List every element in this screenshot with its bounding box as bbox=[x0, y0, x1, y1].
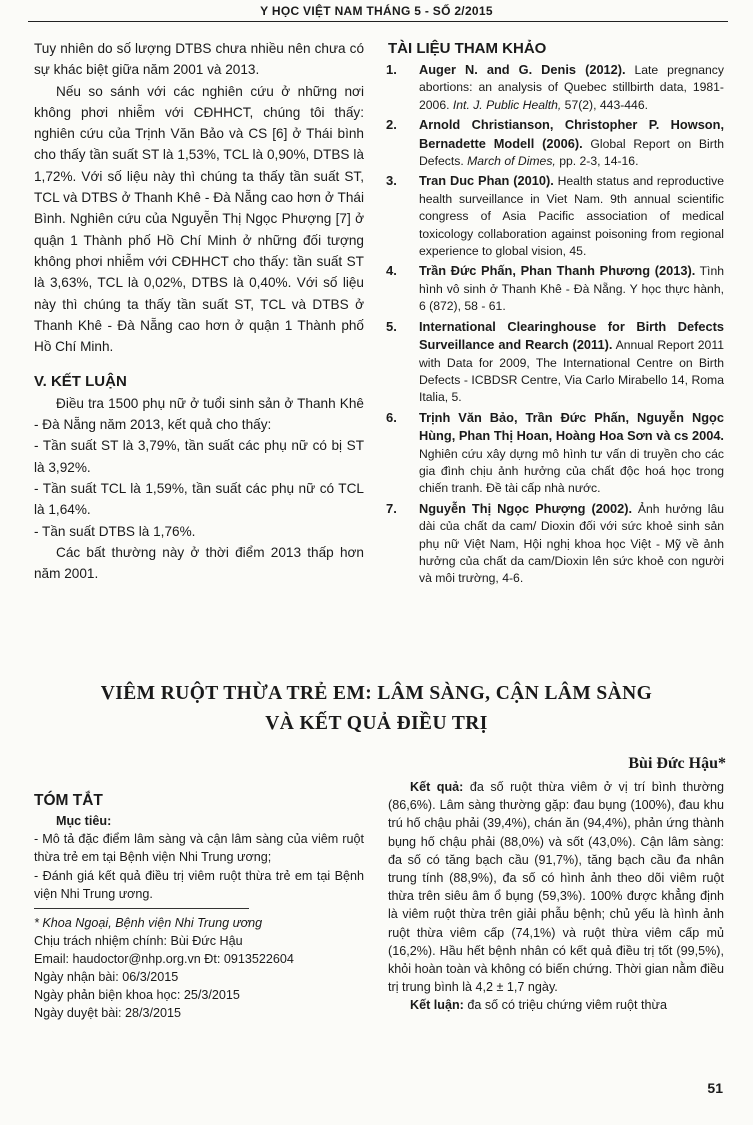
reference-item bbox=[386, 500, 724, 588]
reference-item bbox=[386, 172, 724, 260]
paragraph: Tuy nhiên do số lượng DTBS chưa nhiều nên chưa có sự khác biệt giữa năm 2001 và 2013. bbox=[34, 41, 364, 78]
footnote-responsible: Chịu trách nhiệm chính: Bùi Đức Hậu bbox=[34, 934, 243, 948]
reference-number: 3. bbox=[386, 173, 397, 189]
footnote-approved: Ngày duyệt bài: 28/3/2015 bbox=[34, 1006, 182, 1020]
reference-rest: pp. 2-3, 14-16. bbox=[555, 154, 639, 169]
footnote-received: Ngày nhận bài: 06/3/2015 bbox=[34, 970, 179, 984]
reference-journal: March of Dimes, bbox=[467, 154, 556, 169]
results-text: đa số ruột thừa viêm ở vị trí bình thường (86,6%). Lâm sàng thường gặp: đau bụng (100%), đau khu trú hố chậu phải (39,4%), chán ăn (94,4%), phản ứng thành bụng hố chậu phải (88,0%) và sốt (43,0%). Cận lâm sàng: đa số có tăng bạch cầu (91,7%), tăng bạch cầu đa nhân trung tính (88,9%), đa số có hình ảnh theo dõi viêm ruột thừa trên siêu âm ổ bụng (59,3%). 100% được khẳng định là viêm ruột thừa trên giải phẫu bệnh; chủ yếu là hình ảnh ruột thừa viêm cấp (74,1%) và ruột thừa viêm cấp mủ (16,2%). Hầu hết bệnh nhân có kết quả điều trị tốt (99,5%), khỏi hoàn toàn và không có biến chứng. Thời gian nằm điều trị trung bình là 4,2 ± 1,7 ngày. bbox=[388, 780, 724, 995]
conclusion-text: đa số có triệu chứng viêm ruột thừa bbox=[463, 998, 667, 1013]
conclusion-heading: V. KẾT LUẬN bbox=[34, 373, 127, 391]
reference-number: 2. bbox=[386, 117, 397, 133]
reference-authors: Arnold Christianson, Christopher P. Howson, Bernadette Modell (2006). bbox=[419, 117, 724, 151]
reference-item bbox=[386, 262, 724, 315]
reference-text: Tình hình vô sinh ở Thanh Khê - Đà Nẵng. Y học thực hành, 6 (872), 58 - 61. bbox=[419, 264, 724, 314]
abstract-right bbox=[388, 778, 724, 1015]
paragraph: Các bất thường này ở thời điểm 2013 thấp hơn năm 2001. bbox=[34, 544, 364, 582]
reference-item bbox=[386, 61, 724, 114]
footnote-rule bbox=[34, 908, 249, 909]
footnote-affiliation: * Khoa Ngoại, Bệnh viện Nhi Trung ương bbox=[34, 916, 263, 930]
reference-text: Global Report on Birth Defects. bbox=[419, 136, 724, 169]
conclusion-label: Kết luận: bbox=[410, 998, 464, 1013]
list-item: - Tần suất TCL là 1,59%, tần suất các phụ nữ có TCL là 1,64%. bbox=[34, 480, 364, 518]
article-title-line-2: VÀ KẾT QUẢ ĐIỀU TRỊ bbox=[265, 713, 488, 734]
reference-text: Ảnh hưởng lâu dài của chất da cam/ Dioxin đối với sức khoẻ sinh sản phụ nữ Việt Nam, Hội nghị khoa học Việt - Mỹ về ảnh hưởng của chất da cam/Dioxin lên sức khoẻ con người và môi trường, 4-6. bbox=[419, 501, 724, 586]
paragraph: Nếu so sánh với các nghiên cứu ở những nơi không phơi nhiễm với CĐHHCT, chúng tôi thấy: nghiên cứu của Trịnh Văn Bảo và CS [6] ở Thái bình cho thấy tần suất ST là 1,53%, TCL là 0,90%, DTBS là 1,72%. Với số liệu này thì chúng ta thấy tần suất ST, TCL và DTBS ở Thanh Khê - Đà Nẵng cao hơn ở Thái Bình. Nghiên cứu của Nguyễn Thị Ngọc Phượng [7] ở quận 1 Thành phố Hồ Chí Minh ở những đối tượng không phơi nhiễm với CĐHHCT cho thấy: tần suất ST là 3,63%, TCL là 0,02%, DTBS là 0,40%. Với số liệu này thì chúng ta thấy tần suất ST, TCL và DTBS ở Thanh Khê - Đà Nẵng cao hơn ở quận 1 Thành phố Hồ Chí Minh. bbox=[34, 83, 364, 355]
page-number: 51 bbox=[707, 1080, 723, 1096]
footnote-contact: Email: haudoctor@nhp.org.vn Đt: 0913522604 bbox=[34, 952, 294, 966]
reference-text: Late pregnancy abortions: an analysis of Quebec stillbirth data, 1981-2006. bbox=[419, 63, 724, 112]
article-title-line-1: VIÊM RUỘT THỪA TRẺ EM: LÂM SÀNG, CẬN LÂM SÀNG bbox=[100, 683, 653, 704]
footnote-reviewed: Ngày phản biện khoa học: 25/3/2015 bbox=[34, 988, 240, 1002]
reference-number: 1. bbox=[386, 62, 397, 77]
header-rule bbox=[28, 21, 728, 22]
reference-authors: Auger N. and G. Denis (2012). bbox=[419, 62, 626, 77]
reference-number: 5. bbox=[386, 318, 397, 334]
reference-authors: International Clearinghouse for Birth Defects Surveillance and Rearch (2011). bbox=[419, 318, 724, 353]
reference-authors: Trịnh Văn Bảo, Trần Đức Phấn, Nguyễn Ngọc Hùng, Phan Thị Hoan, Hoàng Hoa Sơn và cs 2004. bbox=[419, 409, 724, 444]
running-header: Y HỌC VIỆT NAM THÁNG 5 - SỐ 2/2015 bbox=[260, 4, 493, 18]
list-item: - Tần suất DTBS là 1,76%. bbox=[34, 523, 196, 539]
objective-item: - Đánh giá kết quả điều trị viêm ruột thừa trẻ em tại Bệnh viện Nhi Trung ương. bbox=[34, 868, 364, 901]
reference-authors: Tran Duc Phan (2010). bbox=[419, 173, 554, 189]
references-section bbox=[388, 40, 724, 590]
reference-text: Nghiên cứu xây dựng mô hình tư vấn di truyền cho các gia đình chịu ảnh hưởng của chất độc hoá học trong chiến tranh. Đề tài cấp nhà nước. bbox=[419, 446, 724, 496]
reference-text: Health status and reproductive health surveillance in Viet Nam. 9th annual scientific congress of Asia Pacific association of medical toxicology collaboration against poisoning from regional experience to global vision, 45. bbox=[419, 174, 724, 259]
list-item: - Tần suất ST là 3,79%, tần suất các phụ nữ có bị ST là 3,92%. bbox=[34, 438, 364, 475]
objective-heading: Mục tiêu: bbox=[56, 814, 112, 828]
summary-heading: TÓM TẮT bbox=[34, 792, 103, 809]
paragraph: Điều tra 1500 phụ nữ ở tuổi sinh sản ở Thanh Khê - Đà Nẵng năm 2013, kết quả cho thấy: bbox=[34, 395, 364, 433]
reference-list bbox=[388, 61, 724, 588]
left-column bbox=[34, 38, 364, 584]
reference-journal: Int. J. Public Health, bbox=[452, 97, 562, 112]
reference-item bbox=[386, 116, 724, 170]
results-label: Kết quả: bbox=[410, 780, 464, 794]
reference-item bbox=[386, 318, 724, 407]
objective-item: - Mô tả đặc điểm lâm sàng và cận lâm sàng của viêm ruột thừa trẻ em tại Bệnh viện Nhi Trung ương; bbox=[34, 832, 364, 865]
reference-authors: Trần Đức Phấn, Phan Thanh Phương (2013). bbox=[419, 263, 696, 279]
reference-text: Annual Report 2011 with Data for 2009, The International Centre on Birth Defects - ICBDSR Centre, Via Carlo Mirabello 14, Roma Italia, 5. bbox=[419, 338, 724, 405]
reference-number: 4. bbox=[386, 263, 397, 279]
conclusion-paragraph bbox=[388, 996, 724, 1014]
reference-rest: 57(2), 443-446. bbox=[561, 97, 649, 112]
results-paragraph bbox=[388, 778, 724, 996]
reference-number: 6. bbox=[386, 409, 397, 425]
references-heading: TÀI LIỆU THAM KHẢO bbox=[388, 40, 547, 57]
author-name: Bùi Đức Hậu* bbox=[628, 755, 726, 772]
reference-number: 7. bbox=[386, 500, 397, 516]
reference-item bbox=[386, 409, 724, 498]
abstract-left bbox=[34, 790, 364, 903]
footnote bbox=[34, 914, 364, 1022]
reference-authors: Nguyễn Thị Ngọc Phượng (2002). bbox=[419, 500, 633, 516]
